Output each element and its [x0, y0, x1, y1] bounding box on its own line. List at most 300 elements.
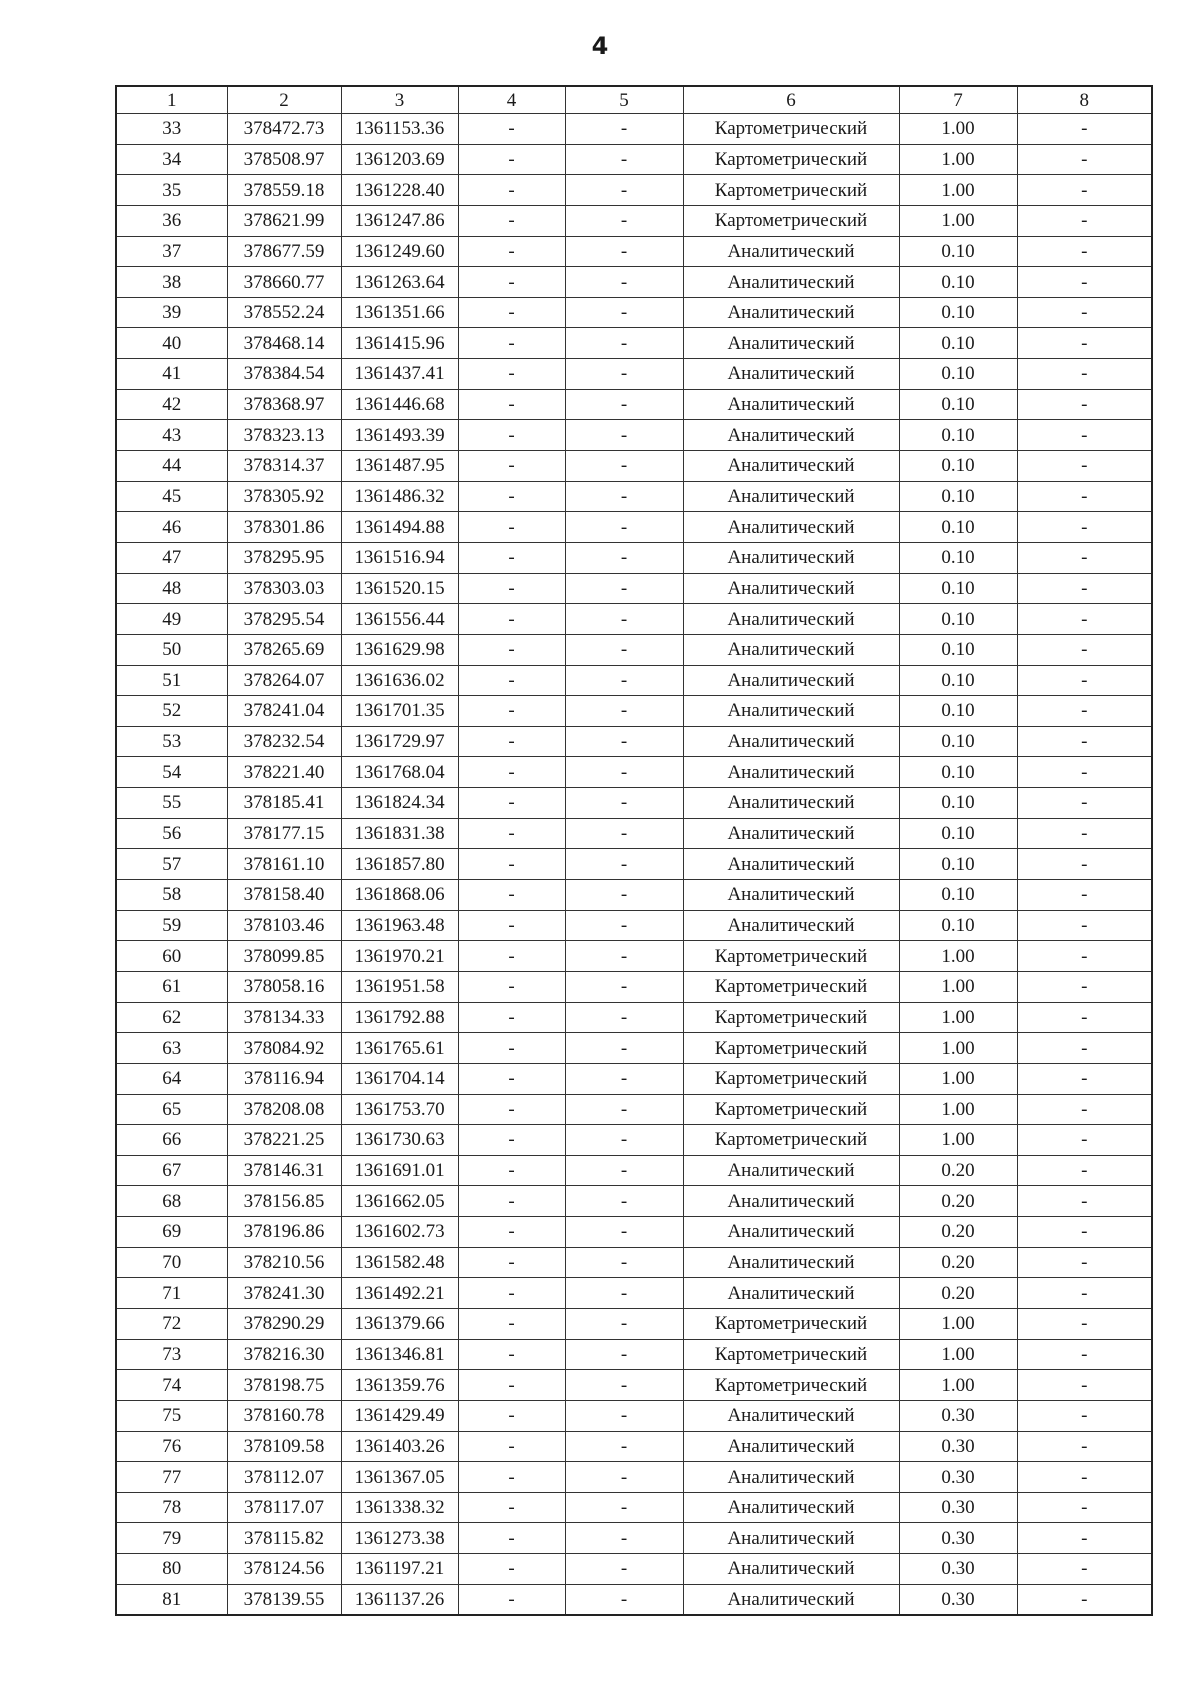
cell-accuracy: 0.10 — [899, 788, 1017, 819]
cell-col8-value: - — [1017, 1247, 1152, 1278]
cell-accuracy: 0.30 — [899, 1492, 1017, 1523]
cell-accuracy: 0.10 — [899, 726, 1017, 757]
cell-method: Аналитический — [683, 1584, 899, 1615]
cell-point-number: 36 — [116, 205, 227, 236]
cell-col5-value: - — [565, 114, 683, 145]
cell-method: Аналитический — [683, 1492, 899, 1523]
column-header-5: 5 — [565, 86, 683, 114]
cell-x-coordinate: 378084.92 — [227, 1033, 341, 1064]
cell-col5-value: - — [565, 297, 683, 328]
cell-method: Аналитический — [683, 1554, 899, 1585]
table-row — [116, 1033, 1152, 1064]
cell-col8-value: - — [1017, 849, 1152, 880]
cell-method: Аналитический — [683, 1400, 899, 1431]
cell-point-number: 54 — [116, 757, 227, 788]
cell-col4-value: - — [458, 1462, 565, 1493]
cell-method: Аналитический — [683, 849, 899, 880]
cell-y-coordinate: 1361492.21 — [341, 1278, 458, 1309]
cell-x-coordinate: 378295.95 — [227, 542, 341, 573]
cell-col8-value: - — [1017, 788, 1152, 819]
cell-col5-value: - — [565, 451, 683, 482]
table-row — [116, 1125, 1152, 1156]
table-row — [116, 788, 1152, 819]
cell-col5-value: - — [565, 849, 683, 880]
cell-col4-value: - — [458, 144, 565, 175]
cell-y-coordinate: 1361351.66 — [341, 297, 458, 328]
cell-accuracy: 1.00 — [899, 205, 1017, 236]
cell-y-coordinate: 1361556.44 — [341, 604, 458, 635]
cell-method: Картометрический — [683, 1002, 899, 1033]
cell-accuracy: 1.00 — [899, 971, 1017, 1002]
cell-col8-value: - — [1017, 1462, 1152, 1493]
cell-col5-value: - — [565, 481, 683, 512]
cell-y-coordinate: 1361582.48 — [341, 1247, 458, 1278]
cell-x-coordinate: 378134.33 — [227, 1002, 341, 1033]
cell-y-coordinate: 1361263.64 — [341, 267, 458, 298]
cell-point-number: 59 — [116, 910, 227, 941]
cell-method: Картометрический — [683, 1370, 899, 1401]
table-row — [116, 726, 1152, 757]
cell-col5-value: - — [565, 910, 683, 941]
table-row — [116, 542, 1152, 573]
cell-accuracy: 1.00 — [899, 175, 1017, 206]
cell-accuracy: 0.10 — [899, 481, 1017, 512]
cell-x-coordinate: 378323.13 — [227, 420, 341, 451]
cell-col4-value: - — [458, 1002, 565, 1033]
cell-point-number: 38 — [116, 267, 227, 298]
cell-accuracy: 0.10 — [899, 849, 1017, 880]
cell-method: Картометрический — [683, 1339, 899, 1370]
cell-col8-value: - — [1017, 420, 1152, 451]
cell-col5-value: - — [565, 1247, 683, 1278]
column-header-2: 2 — [227, 86, 341, 114]
cell-col4-value: - — [458, 481, 565, 512]
table-row — [116, 1462, 1152, 1493]
cell-y-coordinate: 1361487.95 — [341, 451, 458, 482]
cell-method: Аналитический — [683, 542, 899, 573]
cell-col4-value: - — [458, 267, 565, 298]
cell-method: Аналитический — [683, 1523, 899, 1554]
cell-y-coordinate: 1361602.73 — [341, 1217, 458, 1248]
cell-y-coordinate: 1361824.34 — [341, 788, 458, 819]
table-row — [116, 665, 1152, 696]
cell-method: Аналитический — [683, 696, 899, 727]
cell-point-number: 63 — [116, 1033, 227, 1064]
table-row — [116, 328, 1152, 359]
cell-col4-value: - — [458, 1033, 565, 1064]
cell-point-number: 42 — [116, 389, 227, 420]
cell-accuracy: 1.00 — [899, 1370, 1017, 1401]
cell-x-coordinate: 378221.25 — [227, 1125, 341, 1156]
cell-point-number: 56 — [116, 818, 227, 849]
cell-accuracy: 0.30 — [899, 1462, 1017, 1493]
cell-col8-value: - — [1017, 175, 1152, 206]
cell-method: Картометрический — [683, 205, 899, 236]
table-row — [116, 910, 1152, 941]
table-row — [116, 696, 1152, 727]
cell-col8-value: - — [1017, 573, 1152, 604]
cell-method: Картометрический — [683, 175, 899, 206]
table-row — [116, 634, 1152, 665]
cell-y-coordinate: 1361403.26 — [341, 1431, 458, 1462]
cell-point-number: 51 — [116, 665, 227, 696]
cell-y-coordinate: 1361197.21 — [341, 1554, 458, 1585]
cell-accuracy: 0.10 — [899, 359, 1017, 390]
cell-method: Аналитический — [683, 1278, 899, 1309]
cell-accuracy: 0.10 — [899, 634, 1017, 665]
cell-col4-value: - — [458, 1308, 565, 1339]
cell-accuracy: 0.10 — [899, 236, 1017, 267]
cell-col5-value: - — [565, 1492, 683, 1523]
cell-col8-value: - — [1017, 726, 1152, 757]
cell-point-number: 61 — [116, 971, 227, 1002]
cell-col4-value: - — [458, 512, 565, 543]
cell-col5-value: - — [565, 205, 683, 236]
table-row — [116, 114, 1152, 145]
table-row — [116, 1278, 1152, 1309]
cell-y-coordinate: 1361753.70 — [341, 1094, 458, 1125]
cell-method: Картометрический — [683, 1063, 899, 1094]
cell-y-coordinate: 1361831.38 — [341, 818, 458, 849]
cell-method: Аналитический — [683, 512, 899, 543]
cell-x-coordinate: 378198.75 — [227, 1370, 341, 1401]
cell-col4-value: - — [458, 1125, 565, 1156]
cell-point-number: 55 — [116, 788, 227, 819]
cell-col5-value: - — [565, 144, 683, 175]
cell-x-coordinate: 378232.54 — [227, 726, 341, 757]
cell-accuracy: 0.10 — [899, 757, 1017, 788]
table-row — [116, 1400, 1152, 1431]
coordinates-table — [115, 85, 1153, 1616]
cell-col4-value: - — [458, 1400, 565, 1431]
cell-col5-value: - — [565, 236, 683, 267]
cell-y-coordinate: 1361701.35 — [341, 696, 458, 727]
cell-point-number: 74 — [116, 1370, 227, 1401]
cell-col4-value: - — [458, 1431, 565, 1462]
cell-col5-value: - — [565, 665, 683, 696]
cell-method: Картометрический — [683, 1094, 899, 1125]
cell-accuracy: 0.10 — [899, 542, 1017, 573]
cell-x-coordinate: 378196.86 — [227, 1217, 341, 1248]
cell-point-number: 45 — [116, 481, 227, 512]
cell-col8-value: - — [1017, 297, 1152, 328]
cell-col5-value: - — [565, 1002, 683, 1033]
cell-col8-value: - — [1017, 1063, 1152, 1094]
cell-y-coordinate: 1361346.81 — [341, 1339, 458, 1370]
cell-col4-value: - — [458, 573, 565, 604]
table-row — [116, 144, 1152, 175]
cell-col5-value: - — [565, 1462, 683, 1493]
cell-col8-value: - — [1017, 481, 1152, 512]
cell-col4-value: - — [458, 726, 565, 757]
cell-y-coordinate: 1361203.69 — [341, 144, 458, 175]
table-row — [116, 420, 1152, 451]
cell-point-number: 66 — [116, 1125, 227, 1156]
cell-col5-value: - — [565, 542, 683, 573]
cell-col8-value: - — [1017, 1339, 1152, 1370]
cell-x-coordinate: 378468.14 — [227, 328, 341, 359]
cell-method: Аналитический — [683, 880, 899, 911]
cell-point-number: 53 — [116, 726, 227, 757]
cell-col8-value: - — [1017, 1278, 1152, 1309]
cell-point-number: 65 — [116, 1094, 227, 1125]
cell-accuracy: 1.00 — [899, 1094, 1017, 1125]
cell-accuracy: 0.20 — [899, 1217, 1017, 1248]
table-row — [116, 297, 1152, 328]
cell-col5-value: - — [565, 726, 683, 757]
cell-col4-value: - — [458, 205, 565, 236]
cell-point-number: 39 — [116, 297, 227, 328]
cell-x-coordinate: 378109.58 — [227, 1431, 341, 1462]
cell-method: Аналитический — [683, 1155, 899, 1186]
cell-point-number: 47 — [116, 542, 227, 573]
cell-method: Аналитический — [683, 1462, 899, 1493]
cell-x-coordinate: 378116.94 — [227, 1063, 341, 1094]
cell-col4-value: - — [458, 1217, 565, 1248]
cell-y-coordinate: 1361153.36 — [341, 114, 458, 145]
table-body — [116, 114, 1152, 1616]
table-row — [116, 175, 1152, 206]
table-row — [116, 1063, 1152, 1094]
cell-y-coordinate: 1361446.68 — [341, 389, 458, 420]
cell-method: Аналитический — [683, 665, 899, 696]
cell-y-coordinate: 1361437.41 — [341, 359, 458, 390]
column-header-8: 8 — [1017, 86, 1152, 114]
cell-point-number: 50 — [116, 634, 227, 665]
cell-x-coordinate: 378677.59 — [227, 236, 341, 267]
cell-method: Картометрический — [683, 1308, 899, 1339]
table-row — [116, 1431, 1152, 1462]
cell-accuracy: 1.00 — [899, 1308, 1017, 1339]
cell-y-coordinate: 1361765.61 — [341, 1033, 458, 1064]
cell-col5-value: - — [565, 1584, 683, 1615]
cell-col4-value: - — [458, 1247, 565, 1278]
table-row — [116, 481, 1152, 512]
cell-x-coordinate: 378621.99 — [227, 205, 341, 236]
cell-y-coordinate: 1361493.39 — [341, 420, 458, 451]
cell-point-number: 34 — [116, 144, 227, 175]
cell-col5-value: - — [565, 696, 683, 727]
cell-col4-value: - — [458, 665, 565, 696]
cell-y-coordinate: 1361768.04 — [341, 757, 458, 788]
table-row — [116, 1523, 1152, 1554]
cell-accuracy: 0.20 — [899, 1155, 1017, 1186]
cell-col8-value: - — [1017, 941, 1152, 972]
cell-y-coordinate: 1361963.48 — [341, 910, 458, 941]
cell-method: Картометрический — [683, 1033, 899, 1064]
cell-col5-value: - — [565, 1370, 683, 1401]
cell-x-coordinate: 378112.07 — [227, 1462, 341, 1493]
cell-col5-value: - — [565, 359, 683, 390]
cell-x-coordinate: 378241.30 — [227, 1278, 341, 1309]
table-row — [116, 757, 1152, 788]
cell-col4-value: - — [458, 1063, 565, 1094]
cell-accuracy: 0.30 — [899, 1584, 1017, 1615]
cell-x-coordinate: 378303.03 — [227, 573, 341, 604]
cell-point-number: 35 — [116, 175, 227, 206]
cell-col8-value: - — [1017, 114, 1152, 145]
cell-col8-value: - — [1017, 512, 1152, 543]
cell-x-coordinate: 378241.04 — [227, 696, 341, 727]
cell-col8-value: - — [1017, 1523, 1152, 1554]
cell-point-number: 77 — [116, 1462, 227, 1493]
cell-col4-value: - — [458, 1155, 565, 1186]
cell-point-number: 81 — [116, 1584, 227, 1615]
cell-point-number: 49 — [116, 604, 227, 635]
cell-point-number: 68 — [116, 1186, 227, 1217]
cell-col4-value: - — [458, 788, 565, 819]
cell-x-coordinate: 378290.29 — [227, 1308, 341, 1339]
cell-accuracy: 1.00 — [899, 941, 1017, 972]
cell-point-number: 43 — [116, 420, 227, 451]
cell-method: Аналитический — [683, 328, 899, 359]
cell-col5-value: - — [565, 1155, 683, 1186]
table-row — [116, 1247, 1152, 1278]
cell-method: Аналитический — [683, 1431, 899, 1462]
cell-y-coordinate: 1361516.94 — [341, 542, 458, 573]
cell-x-coordinate: 378552.24 — [227, 297, 341, 328]
cell-col5-value: - — [565, 1523, 683, 1554]
cell-y-coordinate: 1361868.06 — [341, 880, 458, 911]
cell-col4-value: - — [458, 389, 565, 420]
cell-accuracy: 0.10 — [899, 604, 1017, 635]
cell-method: Картометрический — [683, 971, 899, 1002]
table-row — [116, 1155, 1152, 1186]
cell-point-number: 60 — [116, 941, 227, 972]
cell-y-coordinate: 1361415.96 — [341, 328, 458, 359]
cell-col8-value: - — [1017, 696, 1152, 727]
cell-col8-value: - — [1017, 1370, 1152, 1401]
cell-accuracy: 0.10 — [899, 512, 1017, 543]
cell-col5-value: - — [565, 1339, 683, 1370]
cell-col8-value: - — [1017, 389, 1152, 420]
cell-x-coordinate: 378160.78 — [227, 1400, 341, 1431]
cell-accuracy: 0.30 — [899, 1554, 1017, 1585]
cell-x-coordinate: 378115.82 — [227, 1523, 341, 1554]
cell-y-coordinate: 1361273.38 — [341, 1523, 458, 1554]
cell-col5-value: - — [565, 328, 683, 359]
cell-y-coordinate: 1361970.21 — [341, 941, 458, 972]
cell-x-coordinate: 378314.37 — [227, 451, 341, 482]
cell-col5-value: - — [565, 818, 683, 849]
cell-y-coordinate: 1361951.58 — [341, 971, 458, 1002]
cell-accuracy: 1.00 — [899, 1002, 1017, 1033]
cell-accuracy: 0.10 — [899, 665, 1017, 696]
cell-x-coordinate: 378161.10 — [227, 849, 341, 880]
cell-accuracy: 0.30 — [899, 1400, 1017, 1431]
cell-x-coordinate: 378177.15 — [227, 818, 341, 849]
cell-y-coordinate: 1361379.66 — [341, 1308, 458, 1339]
cell-point-number: 75 — [116, 1400, 227, 1431]
cell-method: Аналитический — [683, 757, 899, 788]
cell-point-number: 58 — [116, 880, 227, 911]
cell-accuracy: 0.10 — [899, 389, 1017, 420]
cell-col4-value: - — [458, 1186, 565, 1217]
cell-point-number: 64 — [116, 1063, 227, 1094]
cell-col4-value: - — [458, 328, 565, 359]
cell-point-number: 70 — [116, 1247, 227, 1278]
table-row — [116, 941, 1152, 972]
cell-col8-value: - — [1017, 757, 1152, 788]
cell-col5-value: - — [565, 1431, 683, 1462]
cell-y-coordinate: 1361662.05 — [341, 1186, 458, 1217]
cell-x-coordinate: 378103.46 — [227, 910, 341, 941]
cell-col8-value: - — [1017, 1431, 1152, 1462]
table-row — [116, 1186, 1152, 1217]
table-row — [116, 1002, 1152, 1033]
cell-col8-value: - — [1017, 1400, 1152, 1431]
cell-col5-value: - — [565, 1125, 683, 1156]
cell-col8-value: - — [1017, 1492, 1152, 1523]
cell-point-number: 40 — [116, 328, 227, 359]
cell-col8-value: - — [1017, 971, 1152, 1002]
table-row — [116, 1217, 1152, 1248]
cell-y-coordinate: 1361338.32 — [341, 1492, 458, 1523]
cell-method: Аналитический — [683, 604, 899, 635]
table-row — [116, 236, 1152, 267]
cell-col5-value: - — [565, 1033, 683, 1064]
cell-x-coordinate: 378185.41 — [227, 788, 341, 819]
cell-point-number: 76 — [116, 1431, 227, 1462]
cell-y-coordinate: 1361247.86 — [341, 205, 458, 236]
cell-col4-value: - — [458, 757, 565, 788]
cell-accuracy: 0.10 — [899, 328, 1017, 359]
cell-col8-value: - — [1017, 1125, 1152, 1156]
cell-x-coordinate: 378139.55 — [227, 1584, 341, 1615]
cell-accuracy: 1.00 — [899, 114, 1017, 145]
cell-col4-value: - — [458, 451, 565, 482]
cell-col4-value: - — [458, 542, 565, 573]
cell-col8-value: - — [1017, 205, 1152, 236]
cell-x-coordinate: 378146.31 — [227, 1155, 341, 1186]
table-row — [116, 971, 1152, 1002]
cell-accuracy: 0.10 — [899, 573, 1017, 604]
cell-method: Аналитический — [683, 1186, 899, 1217]
cell-point-number: 41 — [116, 359, 227, 390]
cell-point-number: 71 — [116, 1278, 227, 1309]
cell-x-coordinate: 378058.16 — [227, 971, 341, 1002]
cell-x-coordinate: 378472.73 — [227, 114, 341, 145]
column-header-3: 3 — [341, 86, 458, 114]
table-row — [116, 573, 1152, 604]
cell-method: Картометрический — [683, 1125, 899, 1156]
table-row — [116, 1554, 1152, 1585]
table-row — [116, 818, 1152, 849]
cell-col8-value: - — [1017, 910, 1152, 941]
cell-x-coordinate: 378264.07 — [227, 665, 341, 696]
cell-col8-value: - — [1017, 328, 1152, 359]
cell-method: Аналитический — [683, 634, 899, 665]
cell-accuracy: 0.10 — [899, 696, 1017, 727]
cell-col8-value: - — [1017, 604, 1152, 635]
cell-col4-value: - — [458, 634, 565, 665]
cell-col8-value: - — [1017, 880, 1152, 911]
table-row — [116, 1308, 1152, 1339]
cell-accuracy: 0.10 — [899, 267, 1017, 298]
cell-col5-value: - — [565, 175, 683, 206]
cell-col5-value: - — [565, 1554, 683, 1585]
cell-col8-value: - — [1017, 144, 1152, 175]
cell-col4-value: - — [458, 849, 565, 880]
table-row — [116, 604, 1152, 635]
cell-y-coordinate: 1361691.01 — [341, 1155, 458, 1186]
cell-col8-value: - — [1017, 1186, 1152, 1217]
cell-col4-value: - — [458, 1370, 565, 1401]
cell-col8-value: - — [1017, 1094, 1152, 1125]
cell-point-number: 57 — [116, 849, 227, 880]
cell-col5-value: - — [565, 420, 683, 451]
cell-y-coordinate: 1361486.32 — [341, 481, 458, 512]
